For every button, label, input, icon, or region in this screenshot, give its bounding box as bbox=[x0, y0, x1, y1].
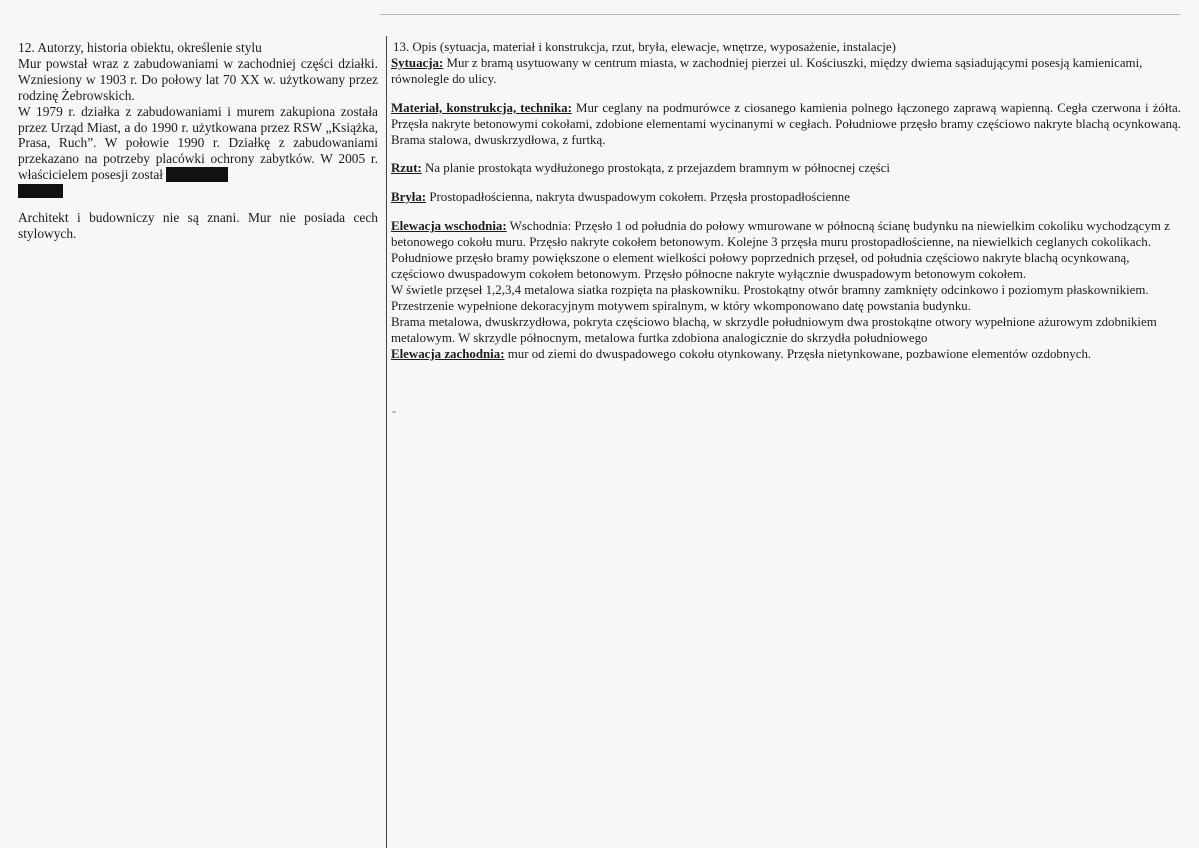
elewacja-wschodnia-label: Elewacja wschodnia: bbox=[391, 219, 507, 234]
material-label: Materiał, konstrukcja, technika: bbox=[391, 100, 572, 115]
left-column bbox=[18, 40, 378, 242]
style-paragraph: Architekt i budowniczy nie są znani. Mur nie posiada cech stylowych. bbox=[18, 210, 378, 242]
bryla-text: Prostopadłościenna, nakryta dwuspadowym cokołem. Przęsła prostopadłościenne bbox=[426, 190, 850, 205]
rzut-text: Na planie prostokąta wydłużonego prostokąta, z przejazdem bramnym w północnej części bbox=[421, 161, 890, 176]
elewacja-zachodnia-text: mur od ziemi do dwuspadowego cokołu otynkowany. Przęsła nietynkowane, pozbawione elementów ozdobnych. bbox=[504, 346, 1092, 361]
elewacja-zachodnia-paragraph bbox=[391, 347, 1181, 363]
elewacja-zachodnia-label: Elewacja zachodnia: bbox=[391, 346, 505, 361]
bryla-label: Bryła: bbox=[391, 190, 427, 205]
rzut-label: Rzut: bbox=[391, 161, 422, 176]
elewacja-wschodnia-paragraph bbox=[391, 219, 1181, 283]
right-column bbox=[391, 40, 1181, 362]
redaction-bar bbox=[166, 167, 228, 182]
rzut-paragraph bbox=[391, 161, 1181, 177]
material-text: Mur ceglany na podmurówce z ciosanego kamienia polnego łączonego zaprawą wapienną. Cegła czerwona i żółta. Przęsła nakryte betonowymi cokołami, zdobione elementami wycinanymi w cegłach. Południowe przęsło bramy częściowo nakryte blachą ocynkowaną. Brama stalowa, dwuskrzydłowa, z furtką. bbox=[391, 100, 1181, 147]
redaction-bar-2 bbox=[18, 184, 63, 198]
sytuacja-text: Mur z bramą usytuowany w centrum miasta, w zachodniej pierzei ul. Kościuszki, między dwiema sąsiadującymi posesją kamienicami, równolegle do ulicy. bbox=[391, 55, 1143, 86]
sytuacja-paragraph bbox=[391, 56, 1181, 88]
trailing-mark: - bbox=[392, 404, 396, 418]
history-paragraph-1: Mur powstał wraz z zabudowaniami w zachodniej części działki. Wzniesiony w 1903 r. Do połowy lat 70 XX w. użytkowany przez rodzinę Żebrowskich. bbox=[18, 55, 378, 103]
section-12-heading: 12. Autorzy, historia obiektu, określenie stylu bbox=[18, 40, 262, 55]
elewacja-wschodnia-text: Wschodnia: Przęsło 1 od południa do połowy wmurowane w północną ścianę budynku na niewielkim cokoliku wychodzącym z betonowego cokołu muru. Przęsło nakryte cokołem betonowym. Kolejne 3 przęsła muru prostopadłościenne, na niewielkich ceglanych cokolikach. Południowe przęsło bramy powiększone o element wielkości połowy poprzednich przęseł, od południa częściowo nakryte blachą ocynkowaną, częściowo dwuspadowym cokołem betonowym. Przęsło północne nakryte wyłącznie dwuspadowym betonowym cokołem. bbox=[391, 219, 1170, 281]
sytuacja-label: Sytuacja: bbox=[391, 55, 444, 70]
scan-top-rule bbox=[380, 14, 1180, 15]
history-paragraph-2-text: W 1979 r. działka z zabudowaniami i murem zakupiona została przez Urząd Miast, a do 1990 r. użytkowana przez RSW „Książka, Prasa, Ruch”. W połowie 1990 r. Działkę z zabudowaniami przekazano na potrzeby placówki ochrony zabytków. W 2005 r. właścicielem posesji został bbox=[18, 103, 378, 183]
material-paragraph bbox=[391, 101, 1181, 149]
section-13-heading: 13. Opis (sytuacja, materiał i konstrukcja, rzut, bryła, elewacje, wnętrze, wyposażenie, instalacje) bbox=[393, 40, 896, 54]
elewacja-wschodnia-paragraph-3: Brama metalowa, dwuskrzydłowa, pokryta częściowo blachą, w skrzydle południowym dwa prostokątne otwory wypełnione ażurowym zdobnikiem metalowym. W skrzydle północnym, metalowa furtka zdobiona analogicznie do skrzydła południowego bbox=[391, 314, 1157, 345]
bryla-paragraph bbox=[391, 190, 1181, 206]
history-paragraph-2 bbox=[18, 104, 378, 199]
elewacja-wschodnia-paragraph-2: W świetle przęseł 1,2,3,4 metalowa siatka rozpięta na płaskowniku. Prostokątny otwór bramny zamknięty odcinkowo i poziomym płaskownikiem. Przestrzenie wypełnione dekoracyjnym motywem spiralnym, w który wkomponowano datę powstania budynku. bbox=[391, 282, 1149, 313]
column-divider bbox=[386, 36, 387, 848]
